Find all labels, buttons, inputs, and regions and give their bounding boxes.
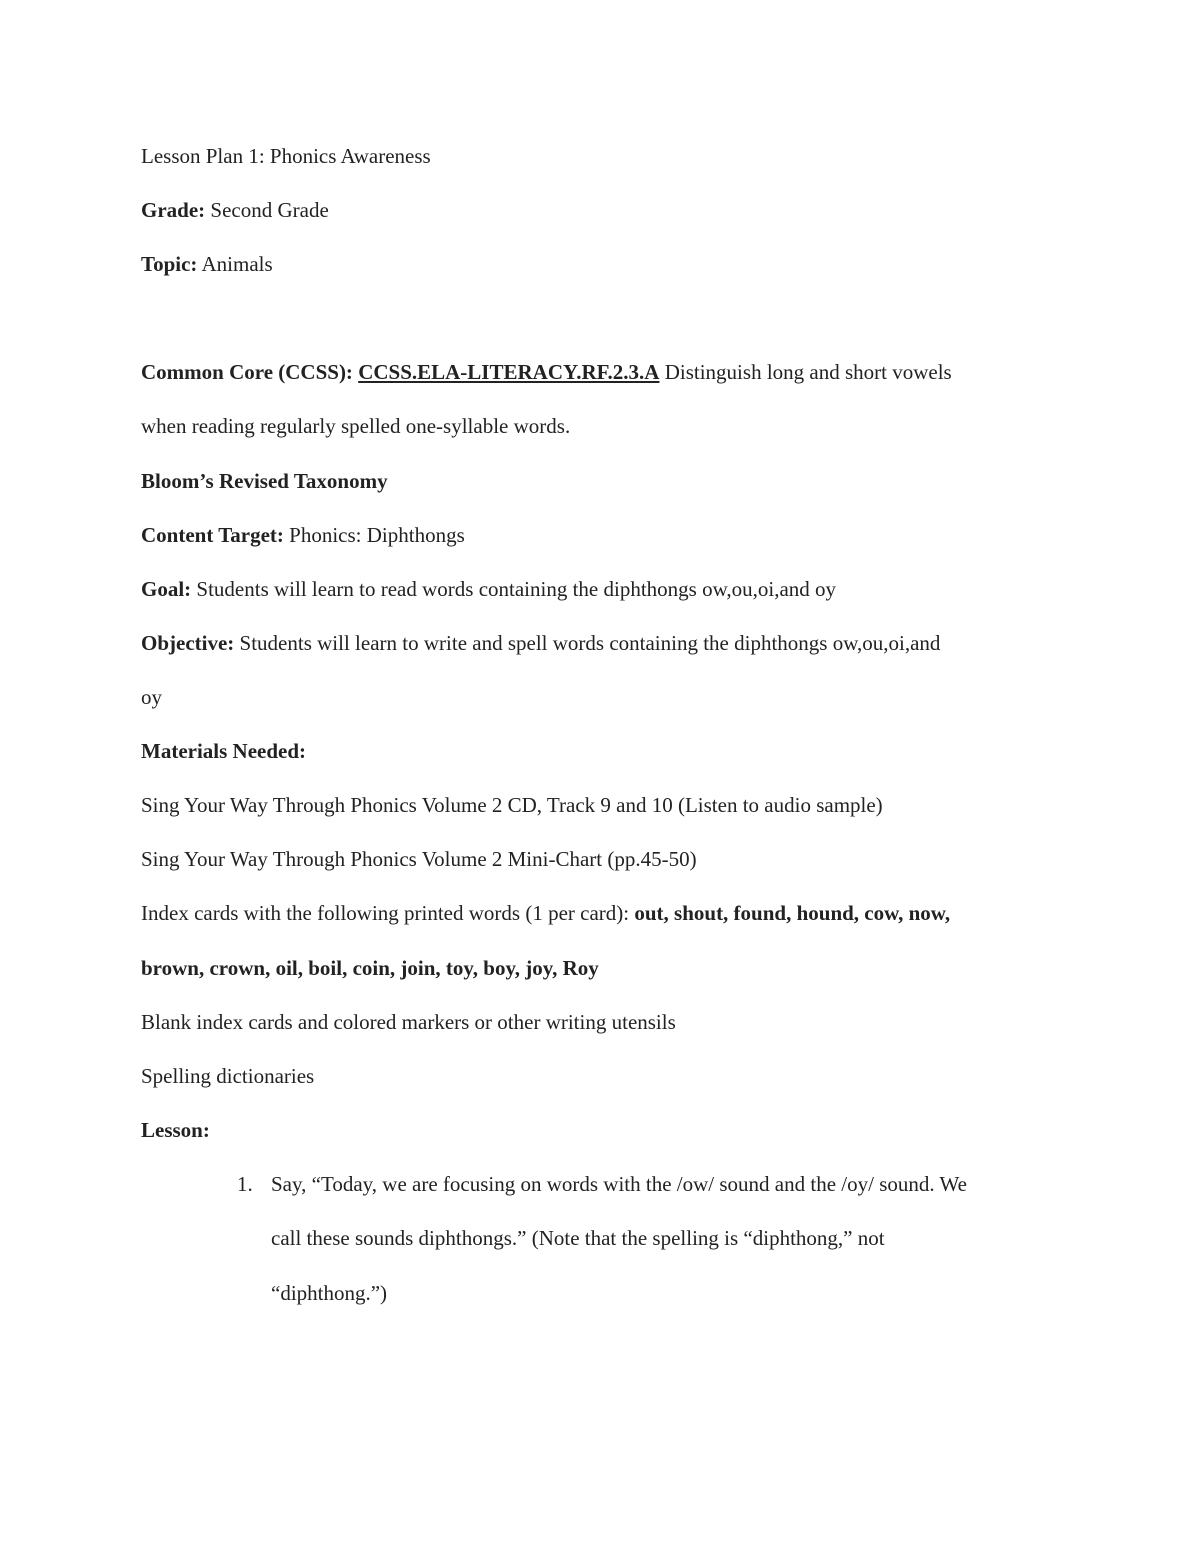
lesson-step-line3: “diphthong.”) [271,1281,388,1305]
goal-value: Students will learn to read words containing the diphthongs ow,ou,oi,and oy [191,577,837,601]
materials-item-chart: Sing Your Way Through Phonics Volume 2 Mini-Chart (pp.45-50) [141,847,697,871]
content-target-label: Content Target: [141,523,284,547]
lesson-heading: Lesson: [141,1118,210,1142]
ccss-label: Common Core (CCSS): [141,360,353,384]
materials-item-dictionaries: Spelling dictionaries [141,1064,315,1088]
grade-value: Second Grade [205,198,329,222]
objective-value-line2: oy [141,685,162,709]
materials-item-blank-cards: Blank index cards and colored markers or other writing utensils [141,1010,676,1034]
materials-item-index-cards [141,899,950,927]
materials-heading: Materials Needed: [141,739,307,763]
ccss-text-line1: Distinguish long and short vowels [659,360,952,384]
ccss-standard-link[interactable]: CCSS.ELA-LITERACY.RF.2.3.A [358,360,660,384]
lesson-step-number: 1. [237,1172,253,1196]
index-cards-words-line1: out, shout, found, hound, cow, now, [634,901,951,925]
ccss-line [141,358,952,386]
topic-label: Topic: [141,252,198,276]
index-cards-words-line2: brown, crown, oil, boil, coin, join, toy, boy, joy, Roy [141,956,599,980]
materials-item-cd: Sing Your Way Through Phonics Volume 2 CD, Track 9 and 10 (Listen to audio sample) [141,793,883,817]
index-cards-text: Index cards with the following printed words (1 per card): [141,901,635,925]
blooms-heading: Bloom’s Revised Taxonomy [141,469,388,493]
goal-label: Goal: [141,577,192,601]
objective-value-line1: Students will learn to write and spell words containing the diphthongs ow,ou,oi,and [234,631,941,655]
goal-line [141,575,836,603]
objective-label: Objective: [141,631,235,655]
grade-line [141,196,329,224]
content-target-line [141,521,465,549]
topic-line [141,250,273,278]
lesson-step-line2: call these sounds diphthongs.” (Note that the spelling is “diphthong,” not [271,1226,885,1250]
grade-label: Grade: [141,198,206,222]
lesson-title: Lesson Plan 1: Phonics Awareness [141,144,431,168]
ccss-text-line2: when reading regularly spelled one-syllable words. [141,414,571,438]
topic-value: Animals [197,252,273,276]
content-target-value: Phonics: Diphthongs [283,523,465,547]
lesson-step-line1: Say, “Today, we are focusing on words with the /ow/ sound and the /oy/ sound. We [271,1172,967,1196]
objective-line [141,629,940,657]
